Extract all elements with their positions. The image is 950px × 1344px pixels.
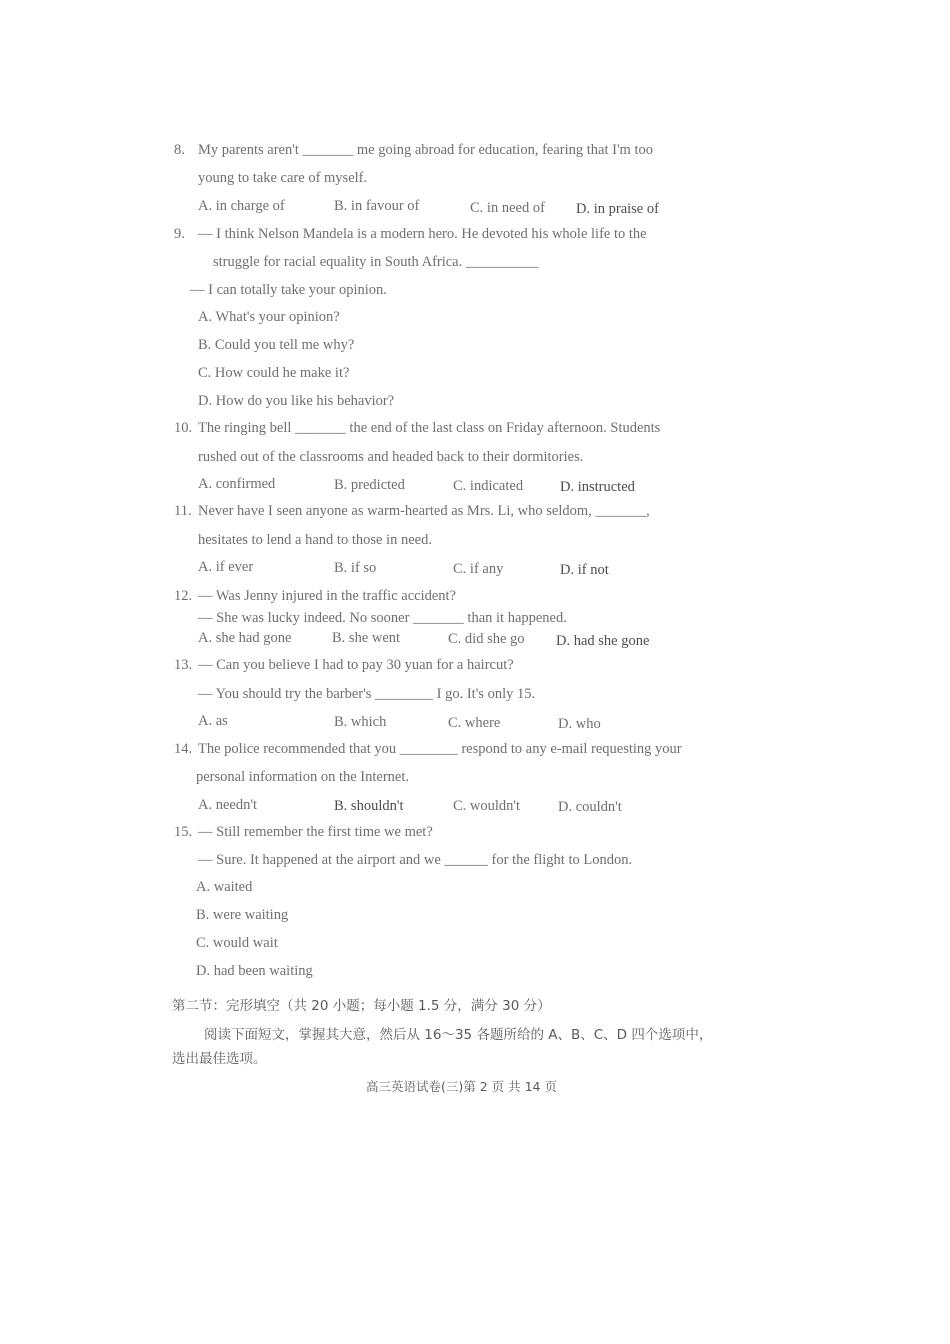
question-13-option-d: D. who [558,716,601,732]
question-15-option-d: D. had been waiting [196,963,313,979]
section-instruction-line2: 选出最佳选项。 [172,1051,267,1067]
question-13-option-a: A. as [198,713,228,729]
question-8-option-a: A. in charge of [198,198,285,214]
question-8-line2: young to take care of myself. [198,170,368,186]
question-14-option-c: C. wouldn't [453,798,521,814]
question-9-option-c: C. How could he make it? [198,365,350,381]
question-8-option-c: C. in need of [470,200,545,216]
question-12-line1: 12. — Was Jenny injured in the traffic accident? [174,588,456,604]
question-12-option-c: C. did she go [448,631,525,647]
question-15-option-b: B. were waiting [196,907,289,923]
question-12-option-b: B. she went [332,630,401,646]
question-12-option-a: A. she had gone [198,630,292,646]
question-9-line2: struggle for racial equality in South Africa. __________ [213,254,539,270]
question-9-option-b: B. Could you tell me why? [198,337,355,353]
question-12-line2: — She was lucky indeed. No sooner _______ than it happened. [198,610,567,626]
page-footer: 高三英语试卷(三)第 2 页 共 14 页 [366,1079,557,1094]
question-11-option-c: C. if any [453,561,504,577]
question-9-line3: — I can totally take your opinion. [190,282,387,298]
question-9-option-d: D. How do you like his behavior? [198,393,395,409]
question-10-option-b: B. predicted [334,477,405,493]
question-11-option-d: D. if not [560,562,609,578]
question-11-line1: 11. Never have I seen anyone as warm-hearted as Mrs. Li, who seldom, _______, [174,503,650,519]
question-14-option-d: D. couldn't [558,799,622,815]
question-8-option-b: B. in favour of [334,198,420,214]
question-14-line2: personal information on the Internet. [196,769,410,785]
question-15-line2: — Sure. It happened at the airport and we ______ for the flight to London. [198,852,633,868]
question-14-line1: 14. The police recommended that you ________ respond to any e-mail requesting your [174,741,682,757]
question-11-option-a: A. if ever [198,559,254,575]
question-13-line2: — You should try the barber's ________ I go. It's only 15. [198,686,536,702]
question-9-line1: 9. — I think Nelson Mandela is a modern hero. He devoted his whole life to the [174,226,647,242]
question-15-option-a: A. waited [196,879,253,895]
question-11-line2: hesitates to lend a hand to those in need. [198,532,432,548]
question-9-option-a: A. What's your opinion? [198,309,340,325]
question-15-line1: 15. — Still remember the first time we met? [174,824,433,840]
section-instruction-line1: 阅读下面短文，掌握其大意，然后从 16～35 各题所给的 A、B、C、D 四个选项中， [204,1027,713,1043]
question-11-option-b: B. if so [334,560,377,576]
question-12-option-d: D. had she gone [556,633,650,649]
question-15-option-c: C. would wait [196,935,278,951]
question-14-option-a: A. needn't [198,797,257,813]
question-13-option-c: C. where [448,715,501,731]
section-heading: 第二节：完形填空（共 20 小题；每小题 1.5 分，满分 30 分） [172,998,551,1014]
question-10-option-c: C. indicated [453,478,524,494]
question-13-option-b: B. which [334,714,387,730]
question-13-line1: 13. — Can you believe I had to pay 30 yuan for a haircut? [174,657,514,673]
question-14-option-b: B. shouldn't [334,798,404,814]
question-10-line1: 10. The ringing bell _______ the end of the last class on Friday afternoon. Students [174,420,661,436]
question-10-option-d: D. instructed [560,479,635,495]
question-8-option-d: D. in praise of [576,201,659,217]
question-8-line1: 8. My parents aren't _______ me going abroad for education, fearing that I'm too [174,142,653,158]
question-10-line2: rushed out of the classrooms and headed back to their dormitories. [198,449,584,465]
question-10-option-a: A. confirmed [198,476,276,492]
